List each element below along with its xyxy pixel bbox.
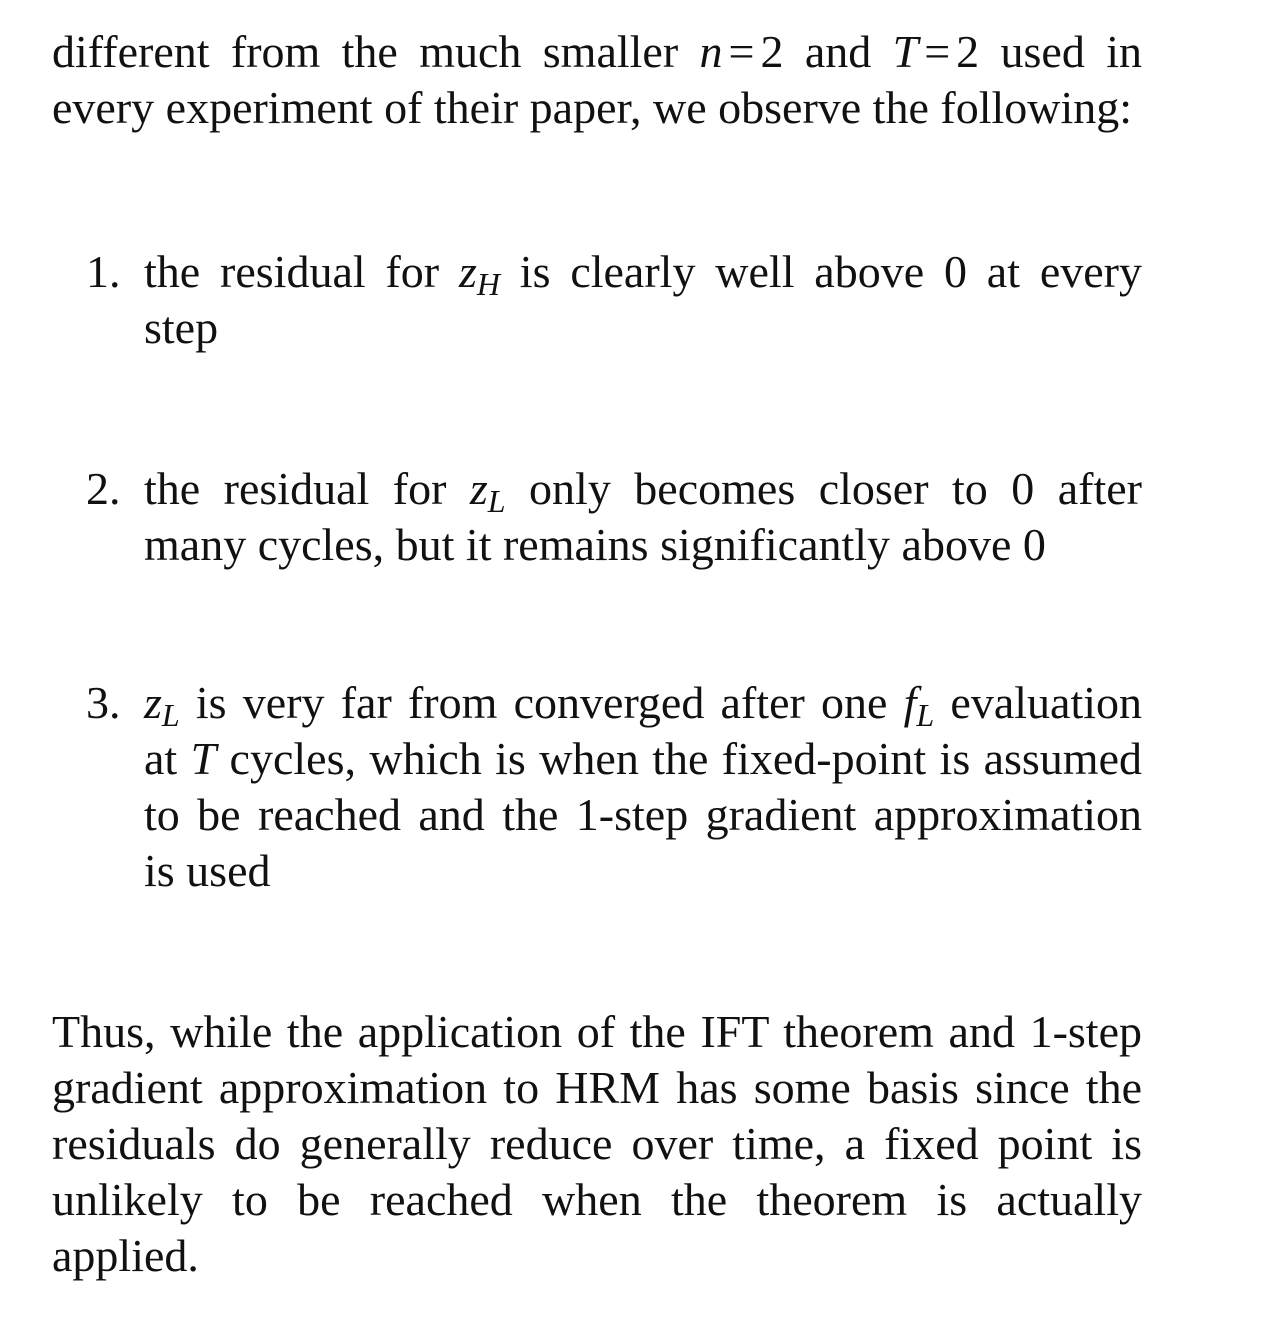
variable-z: z (469, 463, 488, 514)
intro-text-3: 2 used in every experiment of their paper, we observe the following: (52, 26, 1142, 133)
list-item-number: 2. (86, 463, 121, 514)
variable-f: f (903, 677, 917, 728)
equals-sign: = (924, 26, 951, 77)
list-item (86, 675, 1143, 899)
subscript-L: L (487, 483, 506, 519)
subscript-L: L (161, 697, 180, 733)
observation-list (52, 244, 1142, 899)
list-item-text: is very far from converged after one (179, 677, 904, 728)
list-item-number: 3. (86, 677, 121, 728)
closing-paragraph: Thus, while the application of the IFT theorem and 1-step gradient approximation to HRM has some basis since the residuals do generally reduce over time, a fixed point is unlikely to be reached when the theorem is actually applied. (52, 1006, 1142, 1281)
equals-sign: = (728, 26, 755, 77)
variable-z: z (458, 246, 477, 297)
list-item-text: evaluation at (144, 677, 1142, 784)
list-item-text: only becomes closer to 0 after many cycles, but it remains significantly above 0 (144, 463, 1142, 570)
variable-n: n (699, 26, 723, 77)
list-item-text: cycles, which is when the fixed-point is assumed to be reached and the 1-step gradient approximation is used (144, 733, 1143, 896)
subscript-H: H (476, 266, 500, 302)
variable-T: T (892, 26, 919, 77)
subscript-L: L (916, 697, 935, 733)
variable-z: z (144, 677, 162, 728)
list-item (86, 461, 1142, 573)
intro-text-2: 2 and (760, 26, 893, 77)
list-item-text: the residual for (144, 463, 470, 514)
list-item-text: the residual for (144, 246, 459, 297)
list-item-number: 1. (86, 246, 121, 297)
intro-text-1: different from the much smaller (52, 26, 700, 77)
variable-T: T (190, 733, 217, 784)
list-item-text: is clearly well above 0 at every step (144, 246, 1142, 353)
intro-paragraph (52, 24, 1142, 136)
paper-page (52, 24, 1142, 1284)
list-item (86, 244, 1142, 356)
